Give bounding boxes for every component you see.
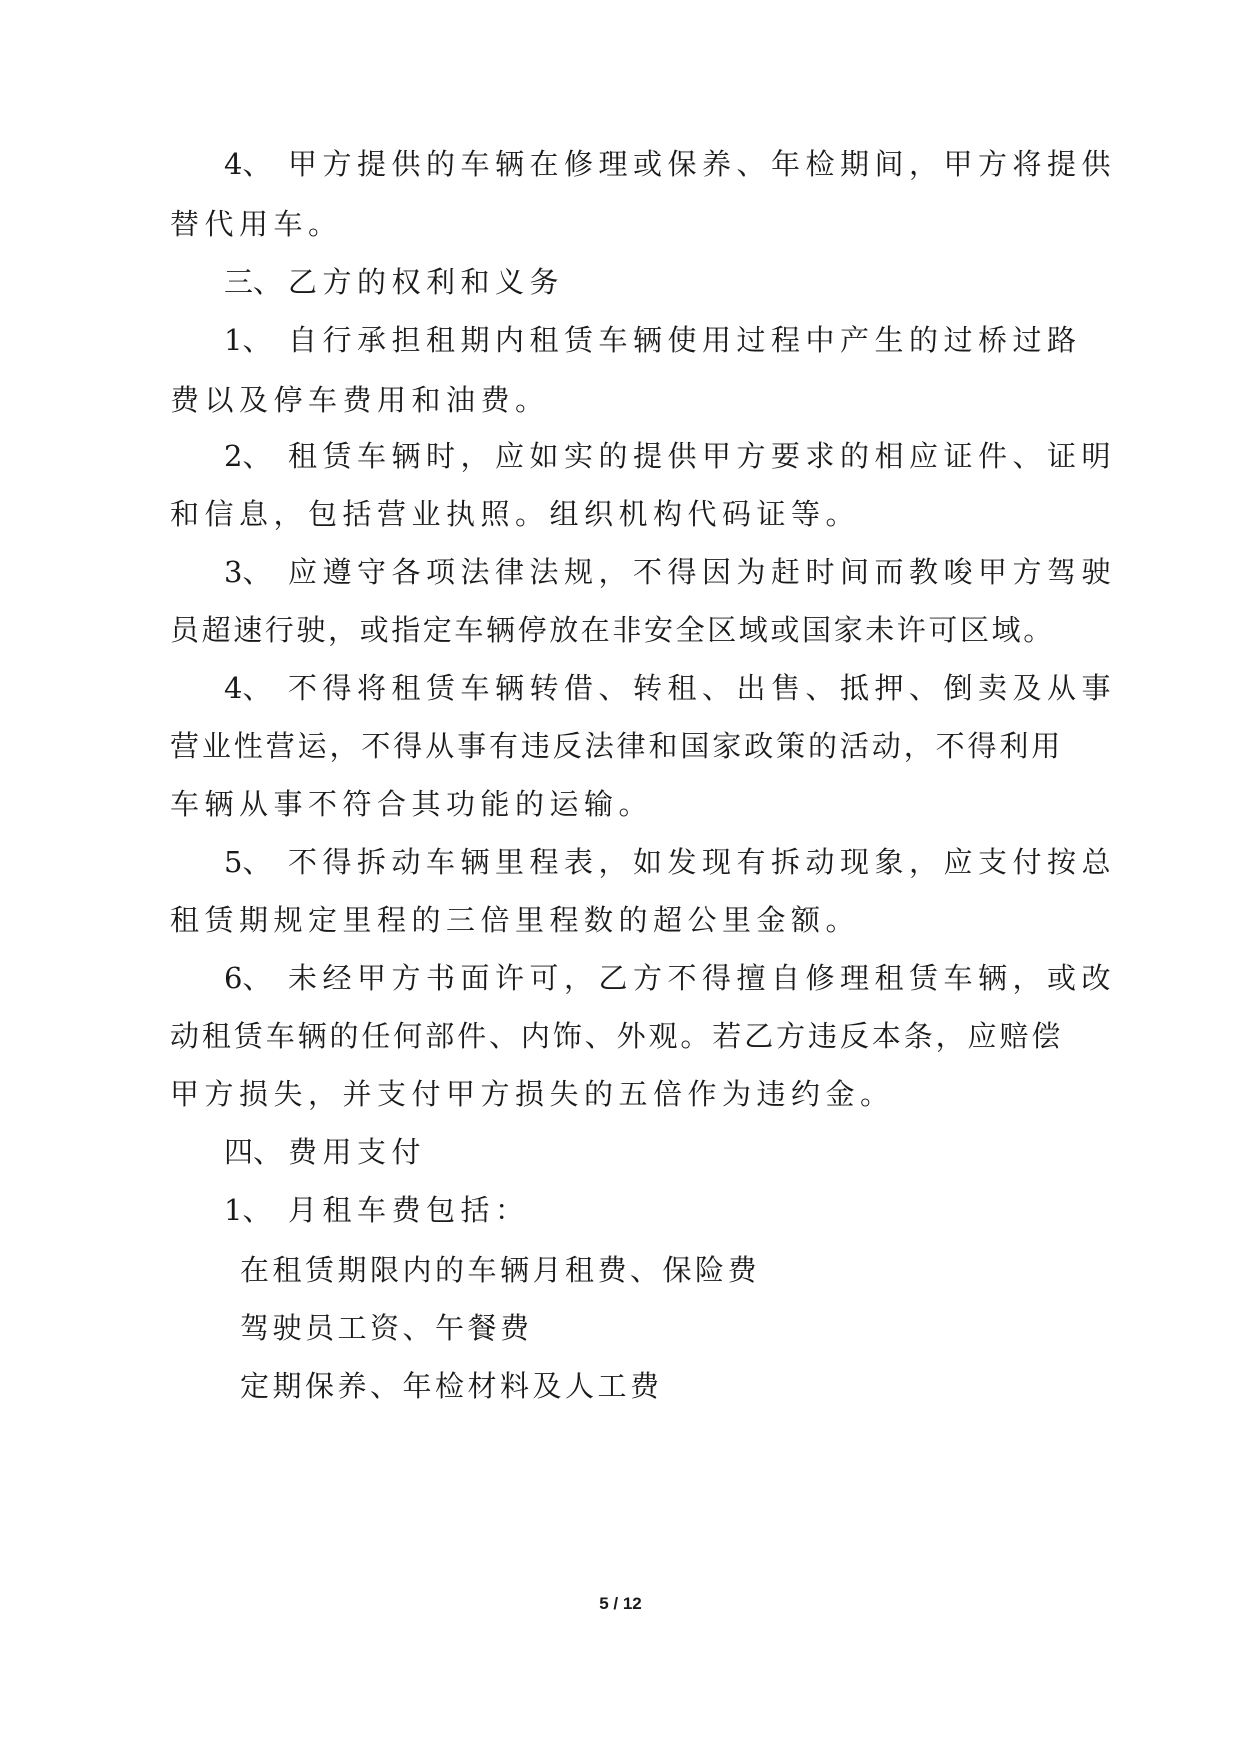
clause-b4-line2: 营业性营运，不得从事有违反法律和国家政策的活动，不得利用 <box>170 729 1064 763</box>
section-number: 三、 <box>224 265 283 299</box>
section-three-heading <box>224 262 564 302</box>
clause-text: 租赁车辆时，应如实的提供甲方要求的相应证件、证明 <box>288 439 1117 473</box>
clause-text: 自行承担租期内租赁车辆使用过程中产生的过桥过路 <box>288 323 1082 357</box>
fee-item: 定期保养、年检材料及人工费 <box>240 1369 663 1403</box>
clause-text: 月租车费包括： <box>288 1193 530 1227</box>
clause-text: 不得拆动车辆里程表，如发现有拆动现象，应支付按总 <box>288 845 1117 879</box>
clause-number: 6、 <box>224 961 272 995</box>
section-title: 乙方的权利和义务 <box>288 265 565 299</box>
clause-b4-line1 <box>224 668 1116 708</box>
page-number: 5 / 12 <box>599 1594 642 1613</box>
section-number: 四、 <box>224 1135 283 1169</box>
clause-b6-line1 <box>224 958 1116 998</box>
clause-a4-line1 <box>224 144 1116 184</box>
clause-text: 不得将租赁车辆转借、转租、出售、抵押、倒卖及从事 <box>288 671 1117 705</box>
section-title: 费用支付 <box>288 1135 427 1169</box>
clause-b4-line3: 车辆从事不符合其功能的运输。 <box>170 787 654 821</box>
clause-number: 1、 <box>224 1193 272 1227</box>
clause-number: 3、 <box>224 555 272 589</box>
clause-number: 4、 <box>224 671 272 705</box>
clause-b5-line2: 租赁期规定里程的三倍里程数的超公里金额。 <box>170 903 861 937</box>
clause-text: 甲方提供的车辆在修理或保养、年检期间，甲方将提供 <box>288 147 1117 181</box>
clause-b2-line1 <box>224 436 1116 476</box>
clause-b3-line1 <box>224 552 1116 592</box>
clause-number: 5、 <box>224 845 272 879</box>
clause-b6-line2: 动租赁车辆的任何部件、内饰、外观。若乙方违反本条，应赔偿 <box>170 1019 1064 1053</box>
clause-number: 2、 <box>224 439 272 473</box>
section-four-heading <box>224 1132 426 1172</box>
clause-b2-line2: 和信息，包括营业执照。组织机构代码证等。 <box>170 497 861 531</box>
fee-item: 在租赁期限内的车辆月租费、保险费 <box>240 1253 761 1287</box>
clause-b1-line1 <box>224 320 1082 360</box>
clause-b1-line2: 费以及停车费用和油费。 <box>170 383 550 417</box>
clause-text: 未经甲方书面许可，乙方不得擅自修理租赁车辆，或改 <box>288 961 1117 995</box>
clause-b5-line1 <box>224 842 1116 882</box>
fee-item: 驾驶员工资、午餐费 <box>240 1311 533 1345</box>
clause-a4-line2: 替代用车。 <box>170 207 343 241</box>
clause-number: 1、 <box>224 323 272 357</box>
clause-b6-line3: 甲方损失，并支付甲方损失的五倍作为违约金。 <box>170 1077 895 1111</box>
clause-text: 应遵守各项法律法规，不得因为赶时间而教唆甲方驾驶 <box>288 555 1117 589</box>
fee-clause-1-heading <box>224 1190 530 1230</box>
clause-number: 4、 <box>224 147 272 181</box>
clause-b3-line2: 员超速行驶，或指定车辆停放在非安全区域或国家未许可区域。 <box>170 613 1055 647</box>
